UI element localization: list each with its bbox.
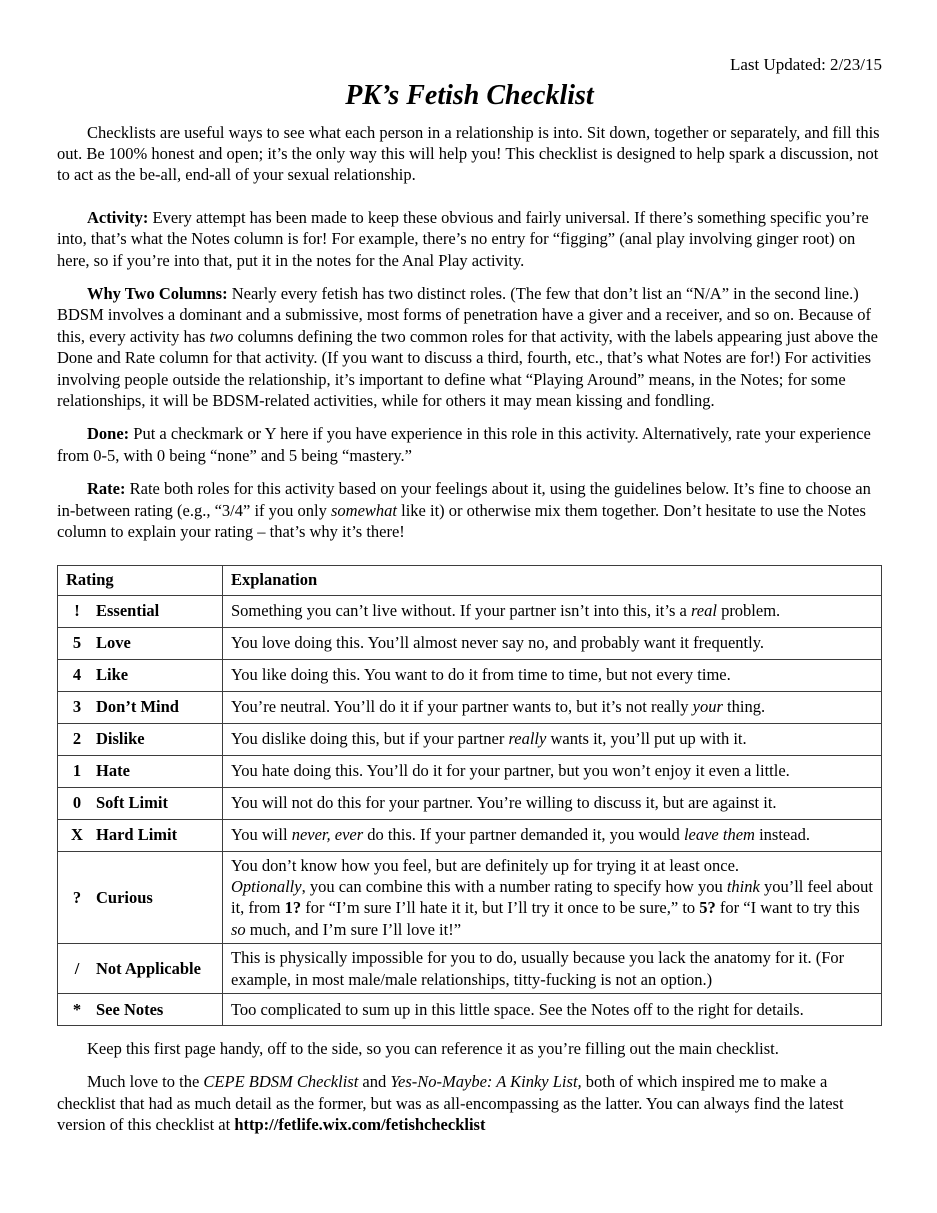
rating-label: Soft Limit <box>96 793 168 813</box>
rating-explanation: You dislike doing this, but if your partner really wants it, you’ll put up with it. <box>223 723 882 755</box>
rating-symbol: ? <box>72 887 82 907</box>
rating-label: Love <box>96 633 131 653</box>
rating-explanation: You love doing this. You’ll almost never say no, and probably want it frequently. <box>223 627 882 659</box>
rating-symbol: X <box>71 825 83 845</box>
table-row <box>58 819 882 851</box>
rating-symbol: ! <box>74 601 80 621</box>
table-row <box>58 993 882 1025</box>
rating-explanation: You will not do this for your partner. You’re willing to discuss it, but are against it. <box>223 787 882 819</box>
rating-symbol: * <box>72 999 82 1019</box>
paragraph-activity: Activity: Every attempt has been made to keep these obvious and fairly universal. If there’s something specific you’re into, that’s what the Notes column is for! For example, there’s no entry for “figging” (anal play involving ginger root) on here, so if you’re into that, put it in the notes for the Anal Play activity. <box>57 207 869 270</box>
rating-explanation: This is physically impossible for you to do, usually because you lack the anatomy for it. (For example, in most male/male relationships, titty-fucking is not an option.) <box>223 944 882 994</box>
paragraph-why-two-columns: Why Two Columns: Nearly every fetish has two distinct roles. (The few that don’t list an “N/A” in the second line.) BDSM involves a dominant and a submissive, most forms of penetration have a giver and a receiver, and so on. Because of this, every activity has two columns defining the two common roles for that activity, with the labels appearing just above the Done and Rate column for that activity. (If you want to discuss a third, fourth, etc., that’s what Notes are for!) For activities involving people outside the relationship, it’s important to define what “Playing Around” means, in the Notes; for some relationships, it will be BDSM-related activities, while for others it may mean kissing and fondling. <box>57 284 879 411</box>
rating-label: Not Applicable <box>96 958 201 978</box>
rating-label: Dislike <box>96 729 145 749</box>
rating-label: Like <box>96 665 129 685</box>
rating-symbol: 2 <box>72 729 82 749</box>
rating-symbol: 1 <box>72 761 82 781</box>
table-row <box>58 723 882 755</box>
rating-symbol: 3 <box>72 697 82 717</box>
table-row <box>58 595 882 627</box>
table-row <box>58 755 882 787</box>
table-row <box>58 659 882 691</box>
table-row <box>58 691 882 723</box>
table-row <box>58 787 882 819</box>
rating-explanation: You like doing this. You want to do it from time to time, but not every time. <box>223 659 882 691</box>
table-header-row <box>58 565 882 595</box>
table-row <box>58 851 882 944</box>
rating-explanation: You will never, ever do this. If your partner demanded it, you would leave them instead. <box>223 819 882 851</box>
table-row <box>58 627 882 659</box>
paragraph-done: Done: Put a checkmark or Y here if you have experience in this role in this activity. Alternatively, rate your experience from 0-5, with 0 being “none” and 5 being “mastery.” <box>57 424 871 465</box>
rating-explanation: Too complicated to sum up in this little space. See the Notes off to the right for details. <box>223 993 882 1025</box>
rating-label: Don’t Mind <box>96 697 179 717</box>
page-title: PK’s Fetish Checklist <box>345 80 594 112</box>
paragraph-keep-handy: Keep this first page handy, off to the side, so you can reference it as you’re filling out the main checklist. <box>87 1038 779 1058</box>
rating-table <box>57 565 882 1026</box>
paragraph-intro: Checklists are useful ways to see what each person in a relationship is into. Sit down, together or separately, and fill this out. Be 100% honest and open; it’s the only way this will help you! This checklist is designed to help spark a discussion, not to act as the be-all, end-all of your sexual relationship. <box>57 122 880 185</box>
rating-label: Hate <box>96 761 130 781</box>
rating-symbol: 5 <box>72 633 82 653</box>
explanation-column-header: Explanation <box>223 565 882 595</box>
rating-label: Hard Limit <box>96 825 178 845</box>
rating-explanation: You hate doing this. You’ll do it for your partner, but you won’t enjoy it even a little. <box>223 755 882 787</box>
rating-explanation: You don’t know how you feel, but are definitely up for trying it at least once. Optionally, you can combine this with a number rating to specify how you think you’ll feel about it, from 1? for “I’m sure I’ll hate it it, but I’ll try it once to be sure,” to 5? for “I want to try this so much, and I’m sure I’ll love it!” <box>223 851 882 944</box>
rating-symbol: 0 <box>72 793 82 813</box>
rating-label: Essential <box>96 601 160 621</box>
table-row <box>58 944 882 994</box>
last-updated-text: Last Updated: 2/23/15 <box>729 55 882 74</box>
rating-explanation: You’re neutral. You’ll do it if your partner wants to, but it’s not really your thing. <box>223 691 882 723</box>
rating-label: Curious <box>96 887 153 907</box>
rating-symbol: 4 <box>72 665 82 685</box>
rating-explanation: Something you can’t live without. If your partner isn’t into this, it’s a real problem. <box>223 595 882 627</box>
rating-column-header: Rating <box>58 565 223 595</box>
paragraph-rate: Rate: Rate both roles for this activity based on your feelings about it, using the guidelines below. It’s fine to choose an in-between rating (e.g., “3/4” if you only somewhat like it) or otherwise mix them together. Don’t hesitate to use the Notes column to explain your rating – that’s why it’s there! <box>57 479 871 542</box>
rating-label: See Notes <box>96 999 164 1019</box>
paragraph-credits: Much love to the CEPE BDSM Checklist and Yes-No-Maybe: A Kinky List, both of which inspired me to make a checklist that had as much detail as the former, but was as all-encompassing as the latter. You can always find the latest version of this checklist at http://fetlife.wix.com/fetishchecklist <box>57 1072 844 1135</box>
rating-symbol: / <box>74 958 80 978</box>
